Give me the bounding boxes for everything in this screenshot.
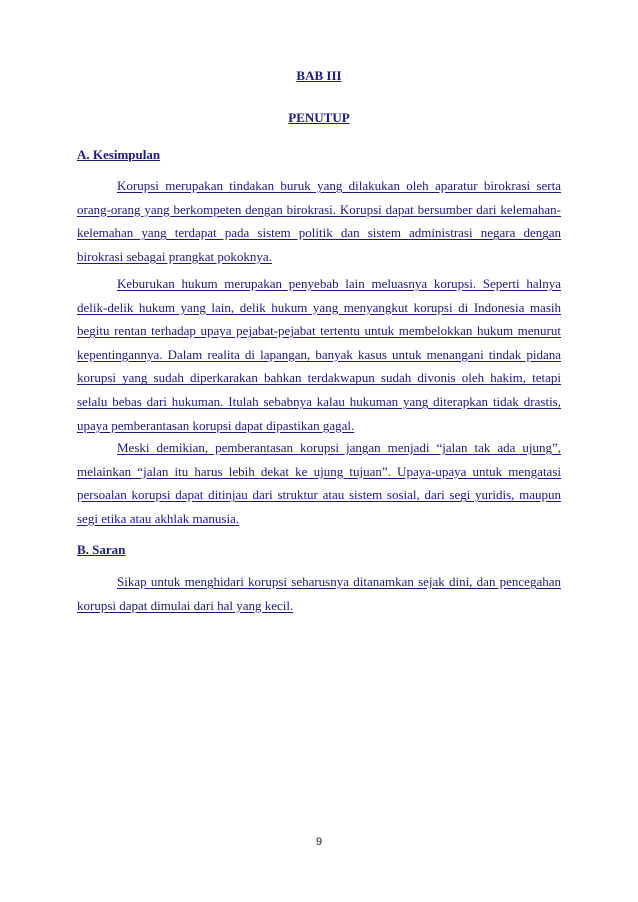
section-a-title: A. Kesimpulan (77, 147, 161, 162)
page-number: 9 (315, 836, 323, 848)
section-b-title: B. Saran (77, 542, 126, 557)
paragraph-kesimpulan-3: Meski demikian, pemberantasan korupsi jangan menjadi “jalan tak ada ujung”, melainkan “jalan itu harus lebih dekat ke ujung tujuan”. Upaya-upaya untuk mengatasi persoalan korupsi dapat ditinjau dari struktur atau sistem sosial, dari segi yuridis, maupun segi etika atau akhlak manusia. (77, 440, 561, 526)
chapter-label: BAB III (296, 68, 342, 83)
paragraph-kesimpulan-2: Keburukan hukum merupakan penyebab lain meluasnya korupsi. Seperti halnya delik-delik hukum yang lain, delik hukum yang menyangkut korupsi di Indonesia masih begitu rentan terhadap upaya pejabat-pejabat tertentu untuk membelokkan hukum menurut kepentingannya. Dalam realita di lapangan, banyak kasus untuk menangani tindak pidana korupsi yang sudah diperkarakan bahkan terdakwapun sudah divonis oleh hakim, tetapi selalu bebas dari hukuman. Itulah sebabnya kalau hukuman yang diterapkan tidak drastis, upaya pemberantasan korupsi dapat dipastikan gagal. (77, 276, 561, 433)
paragraph-saran-1: Sikap untuk menghidari korupsi seharusnya ditanamkan sejak dini, dan pencegahan korupsi dapat dimulai dari hal yang kecil. (77, 574, 561, 613)
paragraph-kesimpulan-1: Korupsi merupakan tindakan buruk yang dilakukan oleh aparatur birokrasi serta orang-orang yang berkompeten dengan birokrasi. Korupsi dapat bersumber dari kelemahan-kelemahan yang terdapat pada sistem politik dan sistem administrasi negara dengan birokrasi sebagai prangkat pokoknya. (77, 178, 561, 264)
chapter-title: PENUTUP (288, 110, 350, 125)
